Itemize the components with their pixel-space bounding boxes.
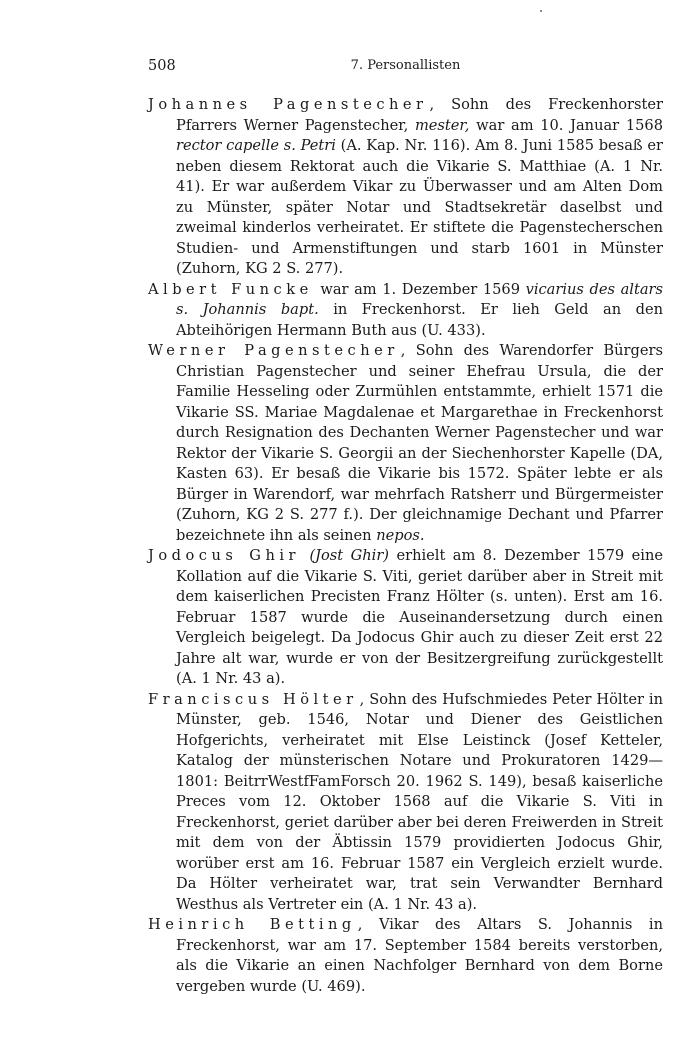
entry-text-italic: vicarius des altars s. Johannis bapt.	[176, 280, 663, 318]
entry-name: Heinrich Betting	[148, 916, 356, 933]
page-number: 508	[148, 58, 176, 74]
running-title: 7. Personallisten	[350, 58, 461, 73]
entry-list	[148, 95, 663, 997]
entry-text: erhielt am 8. Dezember 1579 eine Kollation auf die Vikarie S. Viti, geriet darüber aber in Streit mit dem kaiserlichen Precisten Franz Hölter (s. unten). Erst am 16. Februar 1587 wurde die Auseinandersetzung durch einen Vergleich beigelegt. Da Jodocus Ghir auch zu dieser Zeit erst 22 Jahre alt war, wurde er von der Besitzergreifung zurückgestellt (A. 1 Nr. 43 a).	[176, 547, 664, 687]
entry-name: Franciscus Hölter	[148, 690, 358, 708]
entry-text: , Vikar des Altars S. Johannis in Freckenhorst, war am 17. September 1584 bereits verstorben, als die Vikarie an einen Nachfolger Bernhard von dem Borne vergeben wurde (U. 469).	[176, 916, 663, 995]
entry-name: Albert Funcke	[148, 280, 313, 298]
entry-text: war am 10. Januar 1568	[469, 116, 663, 134]
entry-text-italic: rector capelle s. Petri	[176, 137, 336, 154]
entry-text: war am 1. Dezember 1569	[314, 280, 526, 298]
entry-text: , Sohn des Warendorfer Bürgers Christian Pagenstecher und seiner Ehefrau Ursula, die der Familie Hesseling oder Zurmühlen entstammte, erhielt 1571 die Vikarie SS. Mariae Magdalenae et Margarethae in Freckenhorst durch Resignation des Dechanten Werner Pagenstecher und war Rektor der Vikarie S. Georgii an der Siechenhorster Kapelle (DA, Kasten 63). Er besaß die Vikarie bis 1572. Später lebte er als Bürger in Warendorf, war mehrfach Ratsherr und Bürgermeister (Zuhorn, KG 2 S. 277 f.). Der gleichnamige Dechant und Pfarrer bezeichnete ihn als seinen	[176, 342, 663, 544]
entry-name: Werner Pagenstecher	[148, 342, 399, 359]
entry-name: Johannes Pagenstecher	[148, 96, 428, 113]
entry-johannes-pagenstecher	[148, 95, 663, 280]
entry-text: in Freckenhorst. Er lieh Geld an den Abteihörigen Hermann Buth aus (U. 433).	[176, 301, 663, 339]
entry-name: Jodocus Ghir	[148, 547, 300, 564]
entry-text: (A. Kap. Nr. 116). Am 8. Juni 1585 besaß er neben diesem Rektorat auch die Vikarie S. Matthiae (A. 1 Nr. 41). Er war außerdem Vikar zu Überwasser und am Alten Dom zu Münster, später Notar und Stadtsekretär daselbst und zweimal kinderlos verheiratet. Er stiftete die Pagenstecherschen Studien- und Armenstiftungen und starb 1601 in Münster (Zuhorn, KG 2 S. 277).	[176, 137, 663, 277]
print-speck	[540, 10, 542, 12]
entry-text: , Sohn des Hufschmiedes Peter Hölter in Münster, geb. 1546, Notar und Diener des Geistlichen Hofgerichts, verheiratet mit Else Leistinck (Josef Ketteler, Katalog der münsterischen Notare und Prokuratoren 1429—1801: BeitrrWestfFamForsch 20. 1962 S. 149), besaß kaiserliche Preces vom 12. Oktober 1568 auf die Vikarie S. Viti in Freckenhorst, geriet darüber aber bei deren Freiwerden in Streit mit dem von der Äbtissin 1579 providierten Jodocus Ghir, worüber erst am 16. Februar 1587 ein Vergleich erzielt wurde. Da Hölter verheiratet war, trat sein Verwandter Bernhard Westhus als Vertreter ein (A. 1 Nr. 43 a).	[176, 690, 664, 913]
entry-text-italic: nepos.	[376, 526, 425, 544]
entry-franciscus-hoelter	[148, 690, 663, 916]
entry-werner-pagenstecher	[148, 341, 663, 546]
entry-heinrich-betting	[148, 915, 663, 997]
entry-text-italic: mester,	[414, 116, 470, 134]
entry-albert-funcke	[148, 280, 663, 342]
page-header	[148, 58, 663, 82]
entry-text: , Sohn des Freckenhorster Pfarrers Werner Pagenstecher,	[176, 96, 663, 134]
entry-jodocus-ghir	[148, 546, 663, 690]
entry-text-italic: (Jost Ghir)	[309, 547, 390, 564]
